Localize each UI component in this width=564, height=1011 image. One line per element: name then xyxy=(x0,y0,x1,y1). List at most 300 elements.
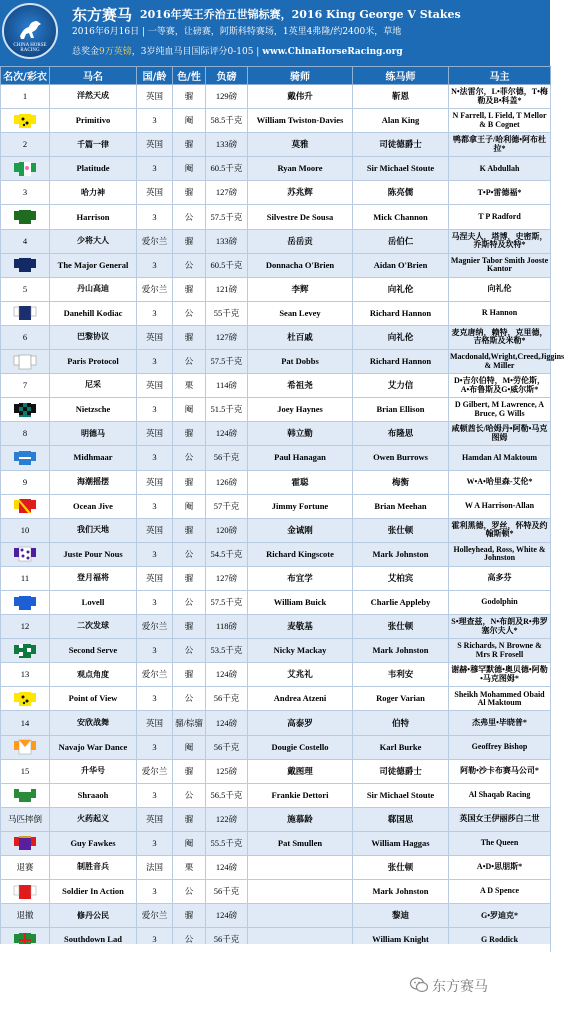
horse-name-cell: Platitude xyxy=(50,157,137,181)
trainer-cell: 黎迪 xyxy=(353,904,449,928)
country-age-cell: 英国 xyxy=(137,711,173,735)
col-place: 名次/彩衣 xyxy=(1,67,50,85)
place-cell: 13 xyxy=(1,663,50,687)
place-cell xyxy=(1,494,50,518)
jockey-cell: Dougie Costello xyxy=(248,735,353,759)
trainer-cell: 郗国思 xyxy=(353,807,449,831)
place-cell: 2 xyxy=(1,133,50,157)
color-sex-cell: 公 xyxy=(173,446,206,470)
country-age-cell: 3 xyxy=(137,109,173,133)
trainer-cell: Richard Hannon xyxy=(353,301,449,325)
trainer-cell: Alan King xyxy=(353,109,449,133)
jockey-silks-icon xyxy=(14,497,36,515)
place-cell: 3 xyxy=(1,181,50,205)
color-sex-cell: 公 xyxy=(173,590,206,614)
place-cell: 7 xyxy=(1,374,50,398)
horse-name-cell: 观点角度 xyxy=(50,663,137,687)
color-sex-cell: 公 xyxy=(173,301,206,325)
horse-name-cell: 巴黎协议 xyxy=(50,325,137,349)
country-age-cell: 3 xyxy=(137,398,173,422)
horse-name-cell: 登月福将 xyxy=(50,566,137,590)
place-cell xyxy=(1,253,50,277)
country-age-cell: 英国 xyxy=(137,422,173,446)
table-row xyxy=(1,590,551,614)
place-cell xyxy=(1,109,50,133)
trainer-cell: 司徒德爵士 xyxy=(353,759,449,783)
place-cell xyxy=(1,831,50,855)
table-row xyxy=(1,880,551,904)
place-cell: 退撤 xyxy=(1,904,50,928)
table-row xyxy=(1,205,551,229)
horse-name-cell: Soldier In Action xyxy=(50,880,137,904)
horse-name-cell: Danehill Kodiac xyxy=(50,301,137,325)
owner-cell: S Richards, N Browne & Mrs R Frosell xyxy=(449,639,551,663)
country-age-cell: 英国 xyxy=(137,181,173,205)
weight-cell: 57.5千克 xyxy=(206,205,248,229)
place-cell: 1 xyxy=(1,85,50,109)
watermark: 东方赛马 xyxy=(432,979,488,995)
color-sex-cell: 栗 xyxy=(173,374,206,398)
jockey-cell: 希祖尧 xyxy=(248,374,353,398)
weight-cell: 124磅 xyxy=(206,422,248,446)
horse-name-cell: Shraaoh xyxy=(50,783,137,807)
trainer-cell: 梅衡 xyxy=(353,470,449,494)
place-cell xyxy=(1,205,50,229)
table-row xyxy=(1,374,551,398)
table-row xyxy=(1,133,551,157)
table-row xyxy=(1,398,551,422)
color-sex-cell: 骝 xyxy=(173,325,206,349)
country-age-cell: 英国 xyxy=(137,374,173,398)
weight-cell: 124磅 xyxy=(206,904,248,928)
jockey-cell: 李辉 xyxy=(248,277,353,301)
place-cell: 5 xyxy=(1,277,50,301)
owner-cell: K Abdullah xyxy=(449,157,551,181)
jockey-silks-icon xyxy=(14,401,36,419)
jockey-silks-icon xyxy=(14,256,36,274)
horse-name-cell: Paris Protocol xyxy=(50,350,137,374)
horse-name-cell: 千篇一律 xyxy=(50,133,137,157)
trainer-cell: 靳恩 xyxy=(353,85,449,109)
country-age-cell: 3 xyxy=(137,494,173,518)
owner-cell: A•D•思朋斯* xyxy=(449,856,551,880)
jockey-cell xyxy=(248,856,353,880)
jockey-silks-icon xyxy=(14,642,36,660)
color-sex-cell: 阉 xyxy=(173,735,206,759)
jockey-cell: 戴图理 xyxy=(248,759,353,783)
weight-cell: 122磅 xyxy=(206,807,248,831)
jockey-cell: 麦敬基 xyxy=(248,615,353,639)
color-sex-cell: 骝 xyxy=(173,518,206,542)
country-age-cell: 英国 xyxy=(137,518,173,542)
table-row xyxy=(1,615,551,639)
color-sex-cell: 骝 xyxy=(173,85,206,109)
jockey-cell: 戴伟升 xyxy=(248,85,353,109)
table-row xyxy=(1,831,551,855)
table-header-row xyxy=(1,67,551,85)
place-cell xyxy=(1,542,50,566)
jockey-silks-icon xyxy=(14,834,36,852)
weight-cell: 124磅 xyxy=(206,711,248,735)
owner-cell: T•P•雷德福* xyxy=(449,181,551,205)
horse-name-cell: Southdown Lad xyxy=(50,928,137,952)
country-age-cell: 3 xyxy=(137,687,173,711)
owner-cell: Godolphin xyxy=(449,590,551,614)
color-sex-cell: 阉 xyxy=(173,831,206,855)
footer xyxy=(0,944,550,1011)
country-age-cell: 英国 xyxy=(137,325,173,349)
horse-icon xyxy=(17,18,43,40)
table-row xyxy=(1,735,551,759)
trainer-cell: Karl Burke xyxy=(353,735,449,759)
owner-cell: Magnier Tabor Smith Jooste Kantor xyxy=(449,253,551,277)
country-age-cell: 3 xyxy=(137,783,173,807)
owner-cell: 阿勒•沙卡布赛马公司* xyxy=(449,759,551,783)
horse-name-cell: Guy Fawkes xyxy=(50,831,137,855)
country-age-cell: 爱尔兰 xyxy=(137,615,173,639)
owner-cell: 高多芬 xyxy=(449,566,551,590)
country-age-cell: 爱尔兰 xyxy=(137,759,173,783)
table-row xyxy=(1,422,551,446)
jockey-cell: Andrea Atzeni xyxy=(248,687,353,711)
trainer-cell: Charlie Appleby xyxy=(353,590,449,614)
table-row xyxy=(1,229,551,253)
race-subtitle: 2016年6月16日 | 一等赛，让磅赛，阿斯科特赛场，1英里4弗隆/约2400米，草地 xyxy=(72,27,402,37)
table-row xyxy=(1,181,551,205)
jockey-cell: Donnacha O'Brien xyxy=(248,253,353,277)
table-row xyxy=(1,446,551,470)
weight-cell: 57.5千克 xyxy=(206,590,248,614)
table-body xyxy=(1,85,564,952)
jockey-cell: Sean Levey xyxy=(248,301,353,325)
weight-cell: 121磅 xyxy=(206,277,248,301)
prize-amount: 9万英镑 xyxy=(99,47,132,57)
horse-name-cell: 明德马 xyxy=(50,422,137,446)
color-sex-cell: 骝 xyxy=(173,229,206,253)
color-sex-cell: 骝 xyxy=(173,615,206,639)
jockey-cell: 金诚刚 xyxy=(248,518,353,542)
jockey-cell: William Twiston-Davies xyxy=(248,109,353,133)
weight-cell: 127磅 xyxy=(206,566,248,590)
country-age-cell: 3 xyxy=(137,205,173,229)
country-age-cell: 3 xyxy=(137,157,173,181)
jockey-cell: 艾兆礼 xyxy=(248,663,353,687)
place-cell: 退赛 xyxy=(1,856,50,880)
jockey-cell: 布宜学 xyxy=(248,566,353,590)
race-prize-line xyxy=(72,44,403,57)
owner-cell: Geoffrey Bishop xyxy=(449,735,551,759)
table-row xyxy=(1,109,551,133)
horse-name-cell: 制胜音兵 xyxy=(50,856,137,880)
color-sex-cell: 公 xyxy=(173,205,206,229)
owner-cell: 杰弗里•毕晓普* xyxy=(449,711,551,735)
color-sex-cell: 阉 xyxy=(173,109,206,133)
color-sex-cell: 公 xyxy=(173,253,206,277)
table-row xyxy=(1,904,551,928)
place-cell xyxy=(1,687,50,711)
trainer-cell: Mick Channon xyxy=(353,205,449,229)
place-cell: 14 xyxy=(1,711,50,735)
col-trainer: 练马师 xyxy=(353,67,449,85)
place-cell xyxy=(1,446,50,470)
jockey-silks-icon xyxy=(14,449,36,467)
place-cell xyxy=(1,157,50,181)
color-sex-cell: 公 xyxy=(173,783,206,807)
jockey-cell: Paul Hanagan xyxy=(248,446,353,470)
weight-cell: 133磅 xyxy=(206,229,248,253)
trainer-cell: Owen Burrows xyxy=(353,446,449,470)
horse-name-cell: 升华号 xyxy=(50,759,137,783)
table-row xyxy=(1,277,551,301)
trainer-cell: 韦利安 xyxy=(353,663,449,687)
country-age-cell: 3 xyxy=(137,253,173,277)
country-age-cell: 3 xyxy=(137,590,173,614)
weight-cell: 133磅 xyxy=(206,133,248,157)
jockey-silks-icon xyxy=(14,208,36,226)
jockey-cell: Joey Haynes xyxy=(248,398,353,422)
col-jockey: 骑师 xyxy=(248,67,353,85)
prize-suffix: ，3岁纯血马目国际评分0-105 | xyxy=(131,47,260,57)
weight-cell: 56千克 xyxy=(206,735,248,759)
owner-cell: Hamdan Al Maktoum xyxy=(449,446,551,470)
country-age-cell: 3 xyxy=(137,301,173,325)
country-age-cell: 法国 xyxy=(137,856,173,880)
weight-cell: 60.5千克 xyxy=(206,253,248,277)
color-sex-cell: 骝 xyxy=(173,807,206,831)
table-row xyxy=(1,542,551,566)
horse-name-cell: 丹山高迪 xyxy=(50,277,137,301)
weight-cell: 57.5千克 xyxy=(206,350,248,374)
table-row xyxy=(1,711,551,735)
jockey-cell: 韩立勤 xyxy=(248,422,353,446)
trainer-cell: William Knight xyxy=(353,928,449,952)
weight-cell: 124磅 xyxy=(206,856,248,880)
owner-cell: 谢赫•穆罕默德•奥贝德•阿勒•马克图姆* xyxy=(449,663,551,687)
weight-cell: 58.5千克 xyxy=(206,109,248,133)
table-row xyxy=(1,759,551,783)
table-row xyxy=(1,325,551,349)
owner-cell: T P Radford xyxy=(449,205,551,229)
table-row xyxy=(1,157,551,181)
weight-cell: 57千克 xyxy=(206,494,248,518)
place-cell xyxy=(1,301,50,325)
runners-table xyxy=(0,66,564,952)
jockey-silks-icon xyxy=(14,353,36,371)
trainer-cell: 张仕顿 xyxy=(353,615,449,639)
jockey-silks-icon xyxy=(14,690,36,708)
col-weight: 负磅 xyxy=(206,67,248,85)
color-sex-cell: 栗 xyxy=(173,856,206,880)
jockey-silks-icon xyxy=(14,545,36,563)
table-row xyxy=(1,687,551,711)
color-sex-cell: 骝 xyxy=(173,566,206,590)
trainer-cell: 向礼伦 xyxy=(353,277,449,301)
country-age-cell: 英国 xyxy=(137,470,173,494)
owner-cell: R Hannon xyxy=(449,301,551,325)
owner-cell: G Roddick xyxy=(449,928,551,952)
jockey-cell: Pat Dobbs xyxy=(248,350,353,374)
weight-cell: 55.5千克 xyxy=(206,831,248,855)
weight-cell: 127磅 xyxy=(206,181,248,205)
table-row xyxy=(1,253,551,277)
trainer-cell: 艾柏宾 xyxy=(353,566,449,590)
jockey-cell: 莫雅 xyxy=(248,133,353,157)
horse-name-cell: 火药起义 xyxy=(50,807,137,831)
color-sex-cell: 骝/棕骝 xyxy=(173,711,206,735)
weight-cell: 54.5千克 xyxy=(206,542,248,566)
horse-name-cell: Point of View xyxy=(50,687,137,711)
owner-cell: S•理查兹，N•布朗及R•弗罗塞尔夫人* xyxy=(449,615,551,639)
color-sex-cell: 阉 xyxy=(173,494,206,518)
country-age-cell: 爱尔兰 xyxy=(137,229,173,253)
country-age-cell: 爱尔兰 xyxy=(137,277,173,301)
horse-name-cell: Harrison xyxy=(50,205,137,229)
table-row xyxy=(1,639,551,663)
color-sex-cell: 骝 xyxy=(173,133,206,157)
color-sex-cell: 公 xyxy=(173,639,206,663)
horse-name-cell: 海潮摇摆 xyxy=(50,470,137,494)
table-row xyxy=(1,85,551,109)
jockey-cell xyxy=(248,880,353,904)
owner-cell: Macdonald,Wright,Creed,Jiggins & Miller xyxy=(449,350,551,374)
jockey-cell: Silvestre De Sousa xyxy=(248,205,353,229)
country-age-cell: 3 xyxy=(137,880,173,904)
owner-cell: 麦克唐纳，赖特，克里德，吉格斯及米勒* xyxy=(449,325,551,349)
brand-name: 东方赛马 xyxy=(72,6,133,24)
jockey-cell: 苏兆辉 xyxy=(248,181,353,205)
jockey-silks-icon xyxy=(14,160,36,178)
owner-cell: 向礼伦 xyxy=(449,277,551,301)
horse-name-cell: The Major General xyxy=(50,253,137,277)
trainer-cell: 向礼伦 xyxy=(353,325,449,349)
owner-cell: N Farrell, L Field, T Mellor & B Cognet xyxy=(449,109,551,133)
place-cell xyxy=(1,880,50,904)
weight-cell: 55千克 xyxy=(206,301,248,325)
country-age-cell: 英国 xyxy=(137,807,173,831)
wechat-icon xyxy=(410,977,428,993)
color-sex-cell: 骝 xyxy=(173,470,206,494)
col-horse: 马名 xyxy=(50,67,137,85)
horse-name-cell: 尼采 xyxy=(50,374,137,398)
weight-cell: 60.5千克 xyxy=(206,157,248,181)
weight-cell: 126磅 xyxy=(206,470,248,494)
jockey-silks-icon xyxy=(14,594,36,612)
owner-cell: 咸顿酋长/哈姆丹•阿勒•马克图姆 xyxy=(449,422,551,446)
trainer-cell: 陈亮儒 xyxy=(353,181,449,205)
jockey-cell: Nicky Mackay xyxy=(248,639,353,663)
weight-cell: 56千克 xyxy=(206,446,248,470)
trainer-cell: Aidan O'Brien xyxy=(353,253,449,277)
country-age-cell: 3 xyxy=(137,350,173,374)
place-cell: 11 xyxy=(1,566,50,590)
color-sex-cell: 公 xyxy=(173,542,206,566)
table-row xyxy=(1,470,551,494)
owner-cell: 马涅夫人，塔博，史密斯，乔斯特及坎特* xyxy=(449,229,551,253)
horse-name-cell: Lovell xyxy=(50,590,137,614)
col-country-age: 国/龄 xyxy=(137,67,173,85)
table-row xyxy=(1,783,551,807)
trainer-cell: Mark Johnston xyxy=(353,639,449,663)
place-cell xyxy=(1,398,50,422)
horse-name-cell: Midhmaar xyxy=(50,446,137,470)
weight-cell: 53.5千克 xyxy=(206,639,248,663)
weight-cell: 56.5千克 xyxy=(206,783,248,807)
place-cell xyxy=(1,783,50,807)
color-sex-cell: 阉 xyxy=(173,398,206,422)
table-row xyxy=(1,350,551,374)
place-cell: 马匹摔倒 xyxy=(1,807,50,831)
race-header xyxy=(0,0,550,66)
owner-cell: Sheikh Mohammed Obaid Al Maktoum xyxy=(449,687,551,711)
country-age-cell: 3 xyxy=(137,735,173,759)
color-sex-cell: 公 xyxy=(173,350,206,374)
jockey-cell: 岳岳贡 xyxy=(248,229,353,253)
color-sex-cell: 骝 xyxy=(173,663,206,687)
horse-name-cell: 我们天地 xyxy=(50,518,137,542)
weight-cell: 127磅 xyxy=(206,325,248,349)
jockey-cell: 霍聪 xyxy=(248,470,353,494)
col-owner: 马主 xyxy=(449,67,551,85)
weight-cell: 51.5千克 xyxy=(206,398,248,422)
weight-cell: 129磅 xyxy=(206,85,248,109)
country-age-cell: 爱尔兰 xyxy=(137,904,173,928)
horse-name-cell: Ocean Jive xyxy=(50,494,137,518)
trainer-cell: Mark Johnston xyxy=(353,880,449,904)
color-sex-cell: 骝 xyxy=(173,181,206,205)
color-sex-cell: 骝 xyxy=(173,759,206,783)
owner-cell: 英国女王伊丽莎白二世 xyxy=(449,807,551,831)
weight-cell: 56千克 xyxy=(206,880,248,904)
owner-cell: W•A•哈里森-艾伦* xyxy=(449,470,551,494)
site-url[interactable]: www.ChinaHorseRacing.org xyxy=(262,47,403,57)
country-age-cell: 英国 xyxy=(137,85,173,109)
horse-name-cell: Second Serve xyxy=(50,639,137,663)
weight-cell: 114磅 xyxy=(206,374,248,398)
table-row xyxy=(1,663,551,687)
trainer-cell: Mark Johnston xyxy=(353,542,449,566)
place-cell: 6 xyxy=(1,325,50,349)
weight-cell: 120磅 xyxy=(206,518,248,542)
color-sex-cell: 骝 xyxy=(173,422,206,446)
country-age-cell: 3 xyxy=(137,639,173,663)
horse-name-cell: 安欣战舞 xyxy=(50,711,137,735)
color-sex-cell: 公 xyxy=(173,928,206,952)
weight-cell: 118磅 xyxy=(206,615,248,639)
trainer-cell: Sir Michael Stoute xyxy=(353,157,449,181)
horse-name-cell: 洋然天成 xyxy=(50,85,137,109)
race-title: 2016年英王乔治五世锦标赛，2016 King George V Stakes xyxy=(140,8,461,21)
weight-cell: 56千克 xyxy=(206,928,248,952)
horse-name-cell: 少将大人 xyxy=(50,229,137,253)
weight-cell: 124磅 xyxy=(206,663,248,687)
jockey-cell: 杜百戚 xyxy=(248,325,353,349)
horse-name-cell: Juste Pour Nous xyxy=(50,542,137,566)
owner-cell: D Gilbert, M Lawrence, A Bruce, G Wills xyxy=(449,398,551,422)
table-row xyxy=(1,518,551,542)
color-sex-cell: 骝 xyxy=(173,904,206,928)
trainer-cell: 张仕顿 xyxy=(353,518,449,542)
owner-cell: Al Shaqab Racing xyxy=(449,783,551,807)
place-cell xyxy=(1,639,50,663)
jockey-cell: 高泰罗 xyxy=(248,711,353,735)
table-row xyxy=(1,807,551,831)
trainer-cell: Sir Michael Stoute xyxy=(353,783,449,807)
logo-text: CHINA HORSE RACING xyxy=(13,43,47,53)
trainer-cell: Roger Varian xyxy=(353,687,449,711)
trainer-cell: Brian Ellison xyxy=(353,398,449,422)
jockey-silks-icon xyxy=(14,883,36,901)
owner-cell: The Queen xyxy=(449,831,551,855)
